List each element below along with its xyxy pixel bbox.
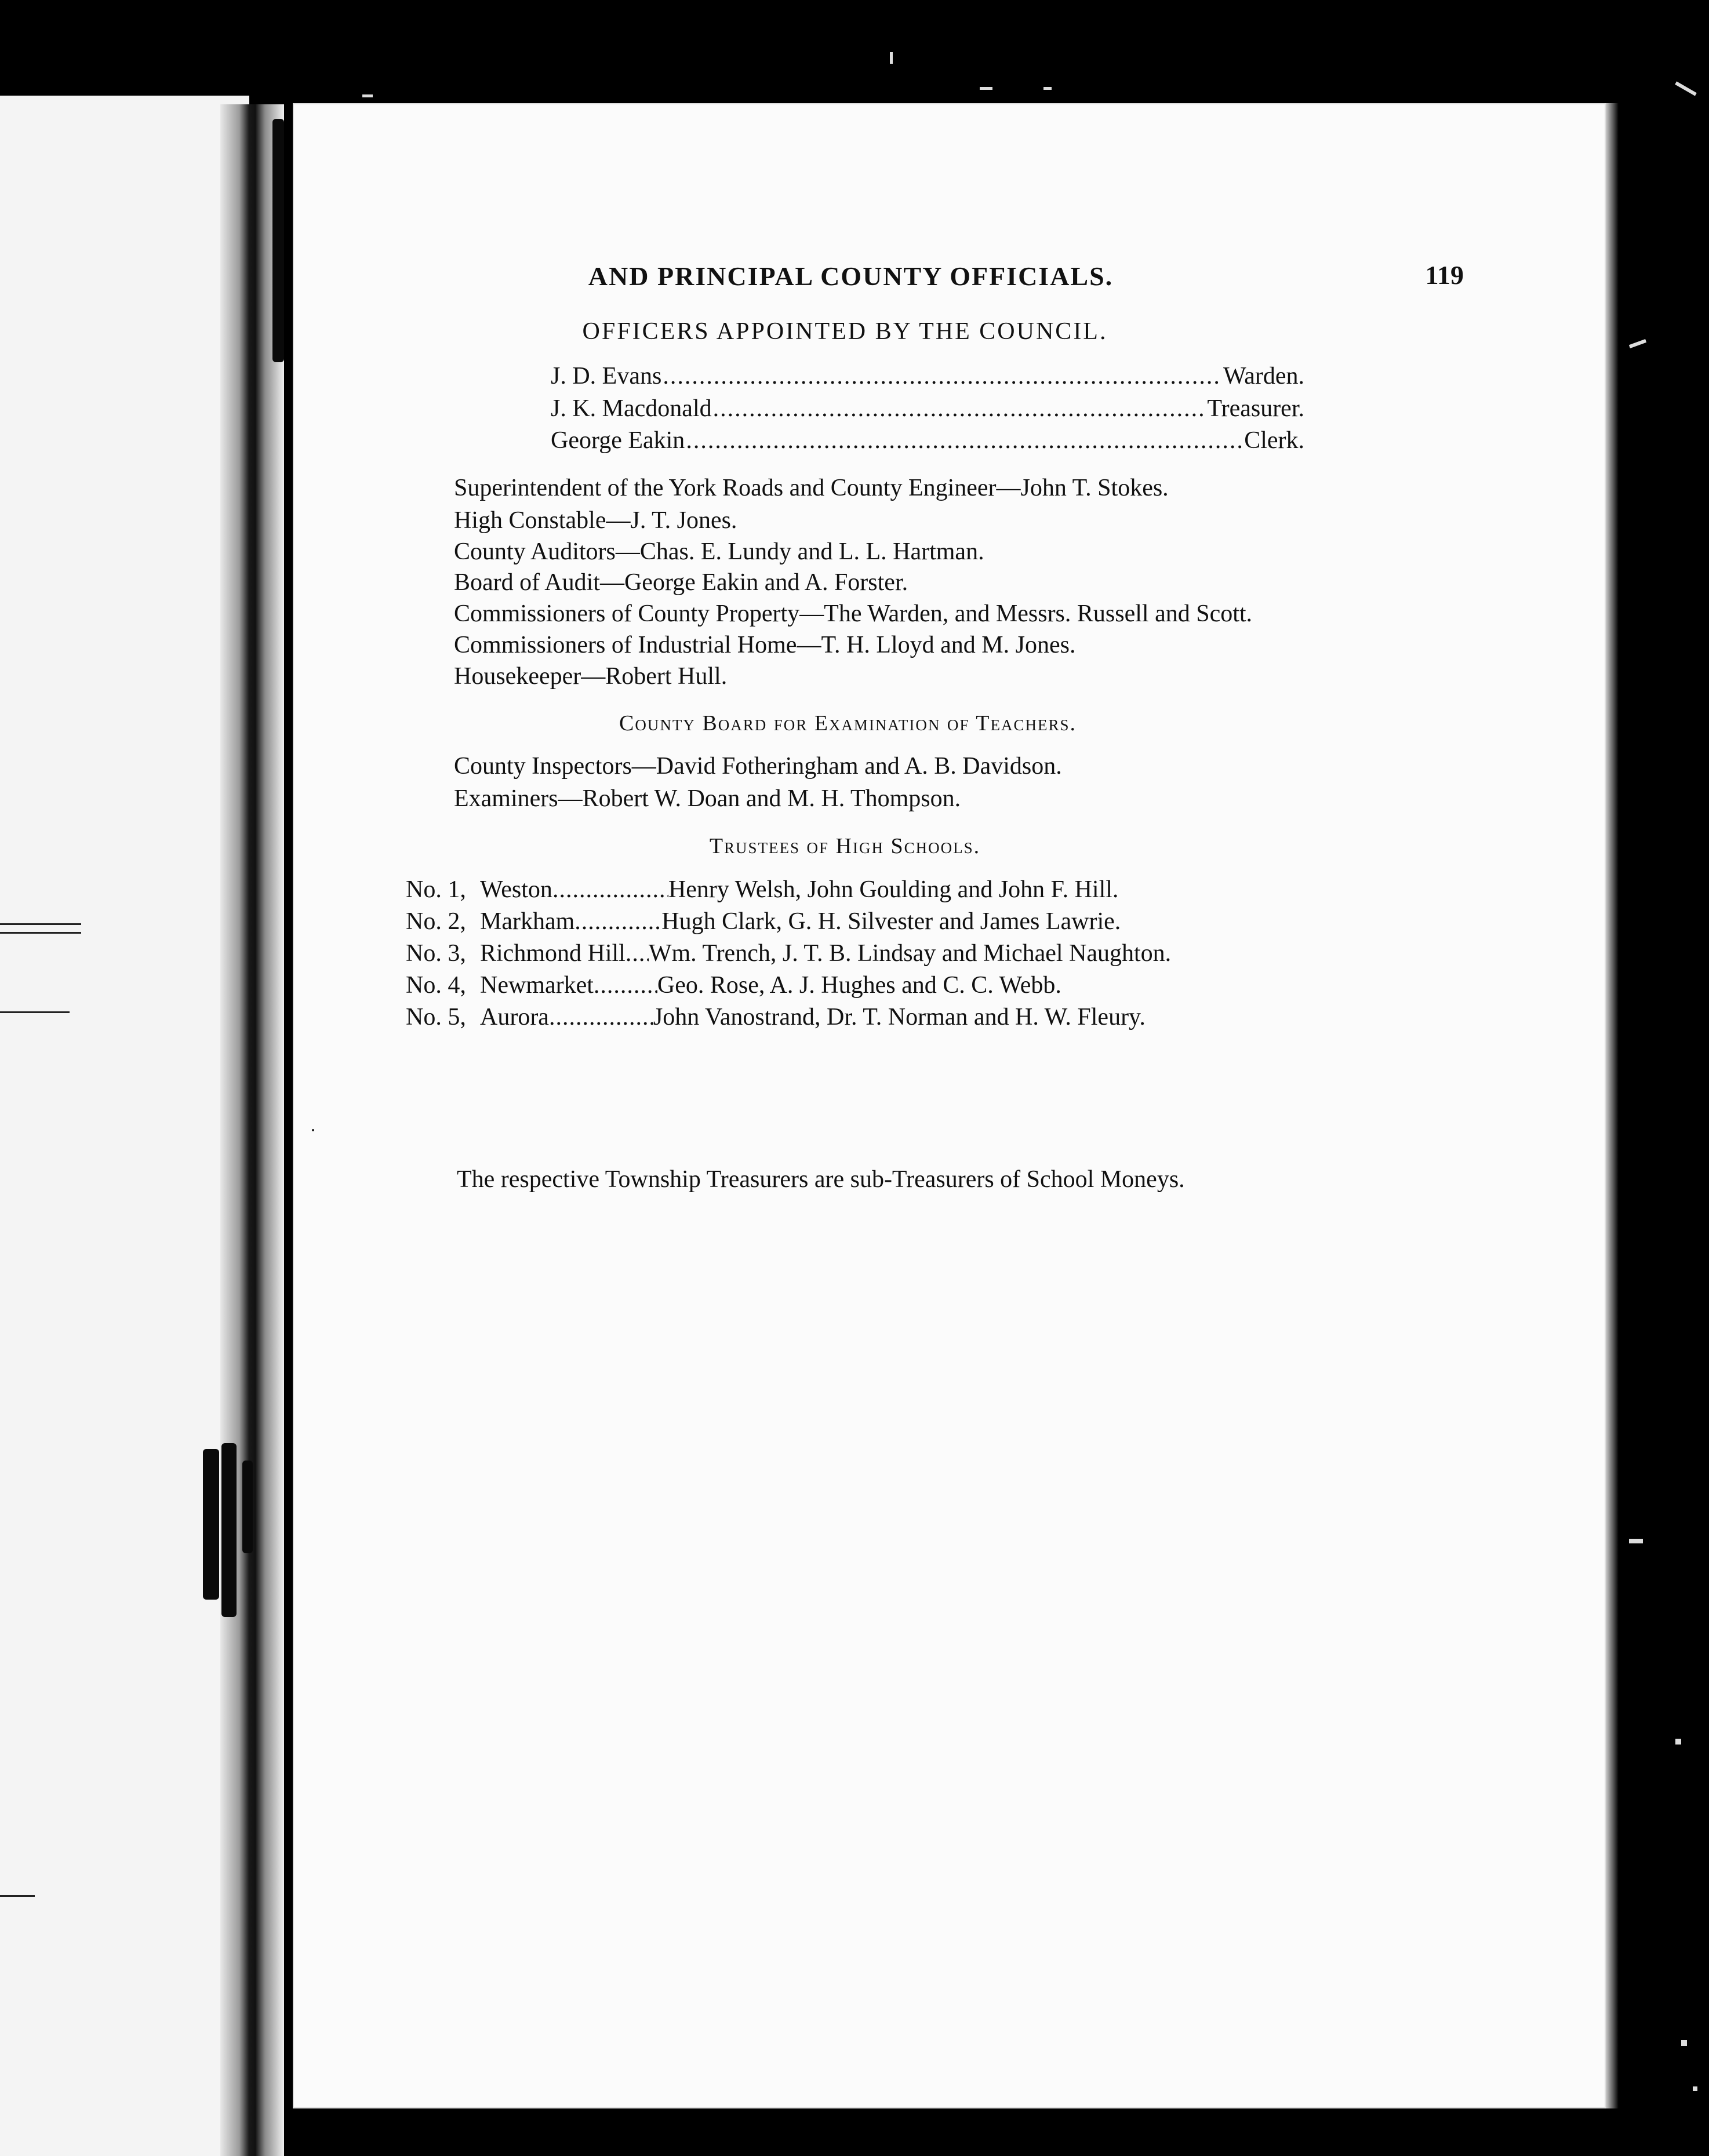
footer-note: The respective Township Treasurers are sub-Treasurers of School Moneys. xyxy=(457,1166,1185,1193)
appointment-line: Commissioners of County Property—The Warden, and Messrs. Russell and Scott. xyxy=(454,600,1253,627)
school-number: No. 3, xyxy=(406,940,466,967)
school-trustees: Wm. Trench, J. T. B. Lindsay and Michael Naughton. xyxy=(648,940,1172,967)
trustee-row xyxy=(406,908,1420,935)
print-speck xyxy=(312,1129,314,1131)
binding-mark xyxy=(221,1443,237,1617)
school-number: No. 4, xyxy=(406,972,466,999)
scan-speck xyxy=(1681,2040,1687,2046)
left-page-rule xyxy=(0,932,81,934)
book-page xyxy=(293,103,1606,2108)
dot-leader xyxy=(549,1003,653,1031)
dot-leader xyxy=(686,427,1243,454)
left-page-rule xyxy=(0,1011,70,1013)
book-gutter xyxy=(220,104,284,2156)
examination-line: Examiners—Robert W. Doan and M. H. Thompson. xyxy=(454,785,961,812)
appointment-line: Commissioners of Industrial Home—T. H. Lloyd and M. Jones. xyxy=(454,632,1076,658)
school-trustees: Geo. Rose, A. J. Hughes and C. C. Webb. xyxy=(657,972,1061,999)
page-edge-shadow xyxy=(1606,103,1619,2108)
binding-mark xyxy=(203,1449,219,1600)
trustee-row xyxy=(406,876,1420,904)
school-place: Markham xyxy=(480,908,575,935)
officer-title: Clerk. xyxy=(1244,427,1304,454)
scan-speck xyxy=(1675,1739,1681,1745)
dot-leader xyxy=(574,908,661,935)
scan-speck xyxy=(1043,87,1052,90)
trustees-heading: Trustees of High Schools. xyxy=(709,834,981,858)
trustee-row xyxy=(406,971,1420,999)
school-place: Aurora xyxy=(480,1004,549,1030)
appointment-line: High Constable—J. T. Jones. xyxy=(454,507,737,534)
school-number: No. 1, xyxy=(406,876,466,903)
school-trustees: John Vanostrand, Dr. T. Norman and H. W. Fleury. xyxy=(653,1004,1146,1030)
appointment-line: Board of Audit—George Eakin and A. Forster. xyxy=(454,569,908,596)
officer-name: George Eakin xyxy=(551,427,685,454)
officer-row xyxy=(551,427,1304,454)
binding-mark xyxy=(242,1461,253,1553)
dot-leader xyxy=(663,362,1222,390)
officer-name: J. K. Macdonald xyxy=(551,395,712,422)
school-trustees: Hugh Clark, G. H. Silvester and James Lawrie. xyxy=(661,908,1121,935)
officer-title: Warden. xyxy=(1223,363,1304,389)
appointment-line: Housekeeper—Robert Hull. xyxy=(454,663,728,690)
appointment-line: County Auditors—Chas. E. Lundy and L. L. Hartman. xyxy=(454,538,984,565)
scan-speck xyxy=(1693,2086,1697,2091)
appointment-line: Superintendent of the York Roads and County Engineer—John T. Stokes. xyxy=(454,475,1169,501)
page-number: 119 xyxy=(1425,260,1464,290)
officer-name: J. D. Evans xyxy=(551,363,662,389)
school-trustees: Henry Welsh, John Goulding and John F. Hill. xyxy=(668,876,1119,903)
dot-leader xyxy=(594,971,657,999)
scan-speck xyxy=(1675,81,1697,96)
scan-speck xyxy=(1629,1539,1643,1543)
examination-line: County Inspectors—David Fotheringham and A. B. Davidson. xyxy=(454,753,1062,780)
trustee-row xyxy=(406,1003,1420,1031)
school-number: No. 2, xyxy=(406,908,466,935)
left-page-rule xyxy=(0,1895,35,1897)
school-place: Newmarket xyxy=(480,972,594,999)
officer-row xyxy=(551,362,1304,390)
scan-speck xyxy=(890,52,893,64)
officers-heading: OFFICERS APPOINTED BY THE COUNCIL. xyxy=(582,318,1108,345)
left-facing-page xyxy=(0,96,249,2156)
officer-title: Treasurer. xyxy=(1207,395,1304,422)
running-head: AND PRINCIPAL COUNTY OFFICIALS. xyxy=(588,261,1114,291)
trustee-row xyxy=(406,939,1420,967)
dot-leader xyxy=(552,876,668,904)
dot-leader xyxy=(626,939,649,967)
scan-speck xyxy=(362,94,373,97)
school-place: Richmond Hill xyxy=(480,940,626,967)
scan-speck xyxy=(1629,339,1646,348)
scan-speck xyxy=(980,87,992,90)
school-place: Weston xyxy=(480,876,552,903)
left-page-rule xyxy=(0,923,81,925)
officer-row xyxy=(551,395,1304,423)
examination-board-heading: County Board for Examination of Teachers. xyxy=(619,711,1077,735)
dot-leader xyxy=(713,395,1206,423)
school-number: No. 5, xyxy=(406,1004,466,1030)
